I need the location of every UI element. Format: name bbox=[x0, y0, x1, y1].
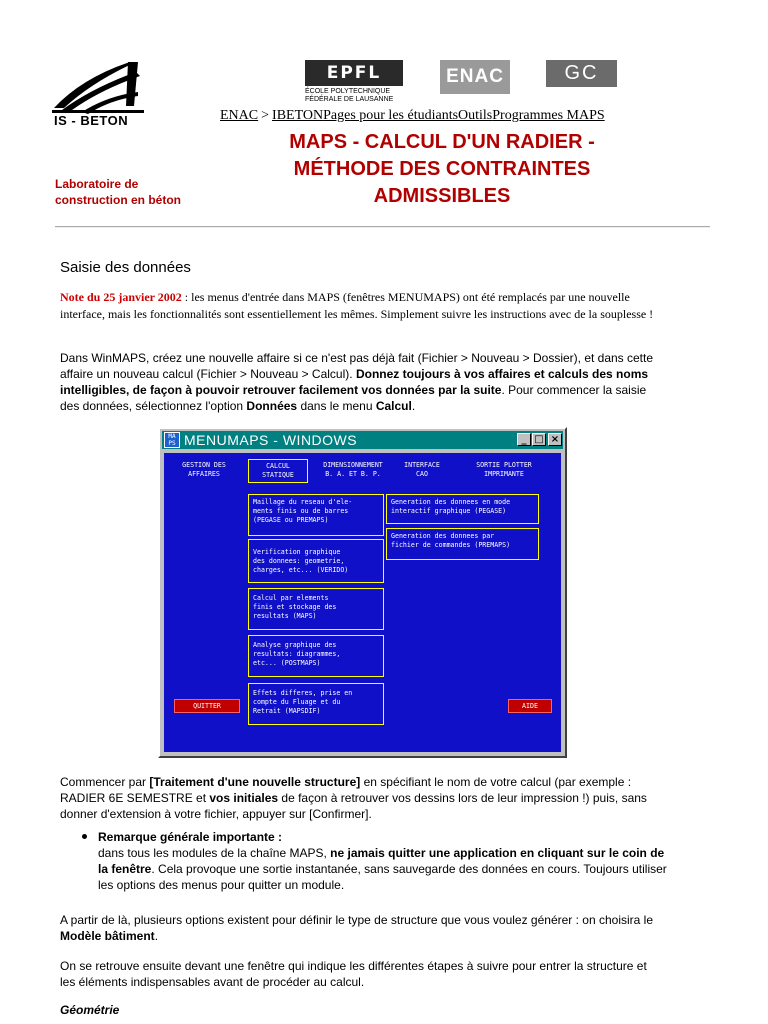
submenu-line: Generation des donnees en mode bbox=[391, 498, 511, 506]
options-text-1: A partir de là, plusieurs options existent pour définir le type de structure que vous voulez générer : on choisira le bbox=[60, 913, 653, 927]
menu-label: INTERFACE bbox=[404, 461, 440, 469]
submenu-line: ments finis ou de barres bbox=[253, 507, 349, 515]
submenu-line: interactif graphique (PEGASE) bbox=[391, 507, 507, 515]
submenu-line: resultats: diagrammes, bbox=[253, 650, 341, 658]
lab-name-line2: construction en béton bbox=[55, 193, 181, 207]
menu-label: SORTIE PLOTTER bbox=[476, 461, 532, 469]
submenu-generation-pegase[interactable] bbox=[386, 494, 539, 524]
intro-bold-donnees: Données bbox=[246, 399, 298, 413]
app-icon[interactable]: MA PS bbox=[164, 432, 180, 448]
intro-bold-1: Donnez toujours à vos affaires et calculs des noms intelligibles, de façon à pouvoir retrouver facilement vos données par la suite bbox=[60, 367, 649, 397]
breadcrumb-pages-etudiants[interactable]: Pages pour les étudiants bbox=[323, 108, 459, 123]
page-title-line2: MÉTHODE DES CONTRAINTES bbox=[293, 158, 591, 180]
page-title bbox=[230, 129, 654, 210]
submenu-line: Calcul par elements bbox=[253, 594, 329, 602]
close-button[interactable]: × bbox=[548, 433, 562, 446]
menu-interface-cao[interactable] bbox=[396, 461, 448, 479]
remark-text-1: dans tous les modules de la chaîne MAPS, bbox=[98, 846, 331, 860]
options-paragraph bbox=[60, 912, 665, 944]
menu-gestion-affaires[interactable] bbox=[170, 461, 238, 479]
submenu-line: fichier de commandes (PREMAPS) bbox=[391, 541, 511, 549]
submenu-verification[interactable] bbox=[248, 539, 384, 583]
intro-text-4: . bbox=[411, 399, 416, 413]
step-paragraph bbox=[60, 774, 665, 822]
header-divider bbox=[55, 226, 710, 228]
submenu-line: des donnees: geometrie, bbox=[253, 557, 345, 565]
window-title: MENUMAPS - WINDOWS bbox=[184, 432, 358, 448]
minimize-button[interactable]: _ bbox=[517, 433, 531, 446]
step-text-3: de façon à retrouver vos dessins lors de leur impression !) puis, sans donner d'extension à votre fichier, appuyer sur [Confirmer]. bbox=[60, 791, 647, 821]
menu-label: DIMENSIONNEMENT bbox=[323, 461, 383, 469]
menu-label: GESTION DES bbox=[182, 461, 226, 469]
breadcrumb-outils[interactable]: Outils bbox=[458, 108, 493, 123]
quit-button[interactable]: QUITTER bbox=[174, 699, 240, 713]
submenu-line: Analyse graphique des bbox=[253, 641, 337, 649]
submenu-line: Generation des donnees par bbox=[391, 532, 495, 540]
submenu-line: resultats (MAPS) bbox=[253, 612, 317, 620]
bullet-icon bbox=[82, 834, 87, 839]
epfl-wordmark: EPFL bbox=[305, 60, 403, 86]
submenu-line: (PEGASE ou PREMAPS) bbox=[253, 516, 329, 524]
menu-label: IMPRIMANTE bbox=[484, 470, 524, 478]
is-beton-name: IS - BETON bbox=[54, 113, 129, 128]
page-title-line1: MAPS - CALCUL D'UN RADIER - bbox=[289, 131, 595, 153]
bridge-logo-icon bbox=[52, 58, 167, 114]
step-bold-traitement: [Traitement d'une nouvelle structure] bbox=[149, 775, 361, 789]
submenu-line: compte du Fluage et du bbox=[253, 698, 341, 706]
submenu-generation-premaps[interactable] bbox=[386, 528, 539, 560]
subsection-geometrie: Géométrie bbox=[60, 1003, 120, 1017]
window-titlebar[interactable] bbox=[162, 431, 563, 449]
intro-bold-calcul: Calcul bbox=[375, 399, 412, 413]
menu-label: CAO bbox=[416, 470, 428, 478]
options-text-2: . bbox=[154, 929, 159, 943]
note-paragraph bbox=[60, 289, 665, 323]
gc-logo[interactable]: GC bbox=[546, 60, 617, 87]
step-bold-initiales: vos initiales bbox=[209, 791, 279, 805]
note-text: : les menus d'entrée dans MAPS (fenêtres MENUMAPS) ont été remplacés par une nouvelle interface, mais les fonctionnalités sont essentiellement les mêmes. Simplement suivre les instructions avec de la souplesse ! bbox=[60, 290, 654, 321]
menumaps-window bbox=[158, 427, 567, 758]
intro-text-2: . Pour commencer la saisie des données, sélectionnez l'option bbox=[60, 383, 647, 413]
remark-title: Remarque générale importante : bbox=[98, 830, 283, 844]
submenu-maillage[interactable] bbox=[248, 494, 384, 536]
intro-text-1: Dans WinMAPS, créez une nouvelle affaire si ce n'est pas déjà fait (Fichier > Nouveau > Dossier), et dans cette affaire un nouveau calcul (Fichier > Nouveau > Calcul). bbox=[60, 351, 654, 381]
is-beton-logo bbox=[52, 58, 167, 130]
step-text-1: Commencer par bbox=[60, 775, 150, 789]
remark-block bbox=[98, 829, 673, 893]
breadcrumb-ibeton[interactable]: IBETON bbox=[272, 108, 324, 123]
intro-text-3: dans le menu bbox=[297, 399, 376, 413]
submenu-analyse-graphique[interactable] bbox=[248, 635, 384, 677]
remark-body bbox=[98, 845, 673, 893]
lab-name bbox=[55, 176, 225, 208]
intro-paragraph bbox=[60, 350, 665, 414]
page-title-line3: ADMISSIBLES bbox=[373, 185, 511, 207]
breadcrumb-programmes-maps[interactable]: Programmes MAPS bbox=[492, 108, 605, 123]
remark-bold: ne jamais quitter une application en cliquant sur le coin de la fenêtre bbox=[98, 846, 665, 876]
submenu-line: charges, etc... (VERIDO) bbox=[253, 566, 349, 574]
epfl-logo[interactable] bbox=[305, 60, 405, 110]
menu-dimensionnement[interactable] bbox=[314, 461, 392, 479]
submenu-line: Effets differes, prise en bbox=[253, 689, 353, 697]
options-bold-modele: Modèle bâtiment bbox=[60, 929, 155, 943]
note-label: Note du 25 janvier 2002 bbox=[60, 290, 182, 304]
menu-label: AFFAIRES bbox=[188, 470, 220, 478]
submenu-line: Retrait (MAPSDIF) bbox=[253, 707, 321, 715]
breadcrumb bbox=[220, 108, 605, 124]
menu-label: CALCUL bbox=[266, 462, 290, 470]
menu-label: STATIQUE bbox=[262, 471, 294, 479]
lab-name-line1: Laboratoire de bbox=[55, 177, 139, 191]
help-button[interactable]: AIDE bbox=[508, 699, 552, 713]
menu-calcul-statique[interactable] bbox=[248, 459, 308, 483]
submenu-line: etc... (POSTMAPS) bbox=[253, 659, 321, 667]
step-text-2: en spécifiant le nom de votre calcul (par exemple : RADIER 6E SEMESTRE et bbox=[60, 775, 632, 805]
menu-label: B. A. ET B. P. bbox=[325, 470, 381, 478]
submenu-effets-differes[interactable] bbox=[248, 683, 384, 725]
breadcrumb-separator: > bbox=[261, 108, 270, 123]
section-title: Saisie des données bbox=[60, 259, 191, 276]
enac-logo[interactable]: ENAC bbox=[440, 60, 510, 94]
menu-sortie-plotter[interactable] bbox=[464, 461, 544, 479]
submenu-line: Maillage du reseau d'ele- bbox=[253, 498, 353, 506]
submenu-line: Verification graphique bbox=[253, 548, 341, 556]
window-client-area bbox=[164, 453, 561, 752]
remark-text-2: . Cela provoque une sortie instantanée, sans sauvegarde des données en cours. Toujours utiliser les options des menus pour quitter un module. bbox=[98, 862, 667, 892]
submenu-calcul-elements[interactable] bbox=[248, 588, 384, 630]
submenu-line: finis et stockage des bbox=[253, 603, 337, 611]
breadcrumb-enac[interactable]: ENAC bbox=[220, 108, 259, 123]
steps-intro-paragraph: On se retrouve ensuite devant une fenêtre qui indique les différentes étapes à suivre pour entrer la structure et les éléments indispensables avant de procéder au calcul. bbox=[60, 959, 647, 989]
maximize-button[interactable]: □ bbox=[532, 433, 546, 446]
epfl-line2: FÉDÉRALE DE LAUSANNE bbox=[305, 96, 394, 103]
epfl-line1: ÉCOLE POLYTECHNIQUE bbox=[305, 88, 391, 95]
